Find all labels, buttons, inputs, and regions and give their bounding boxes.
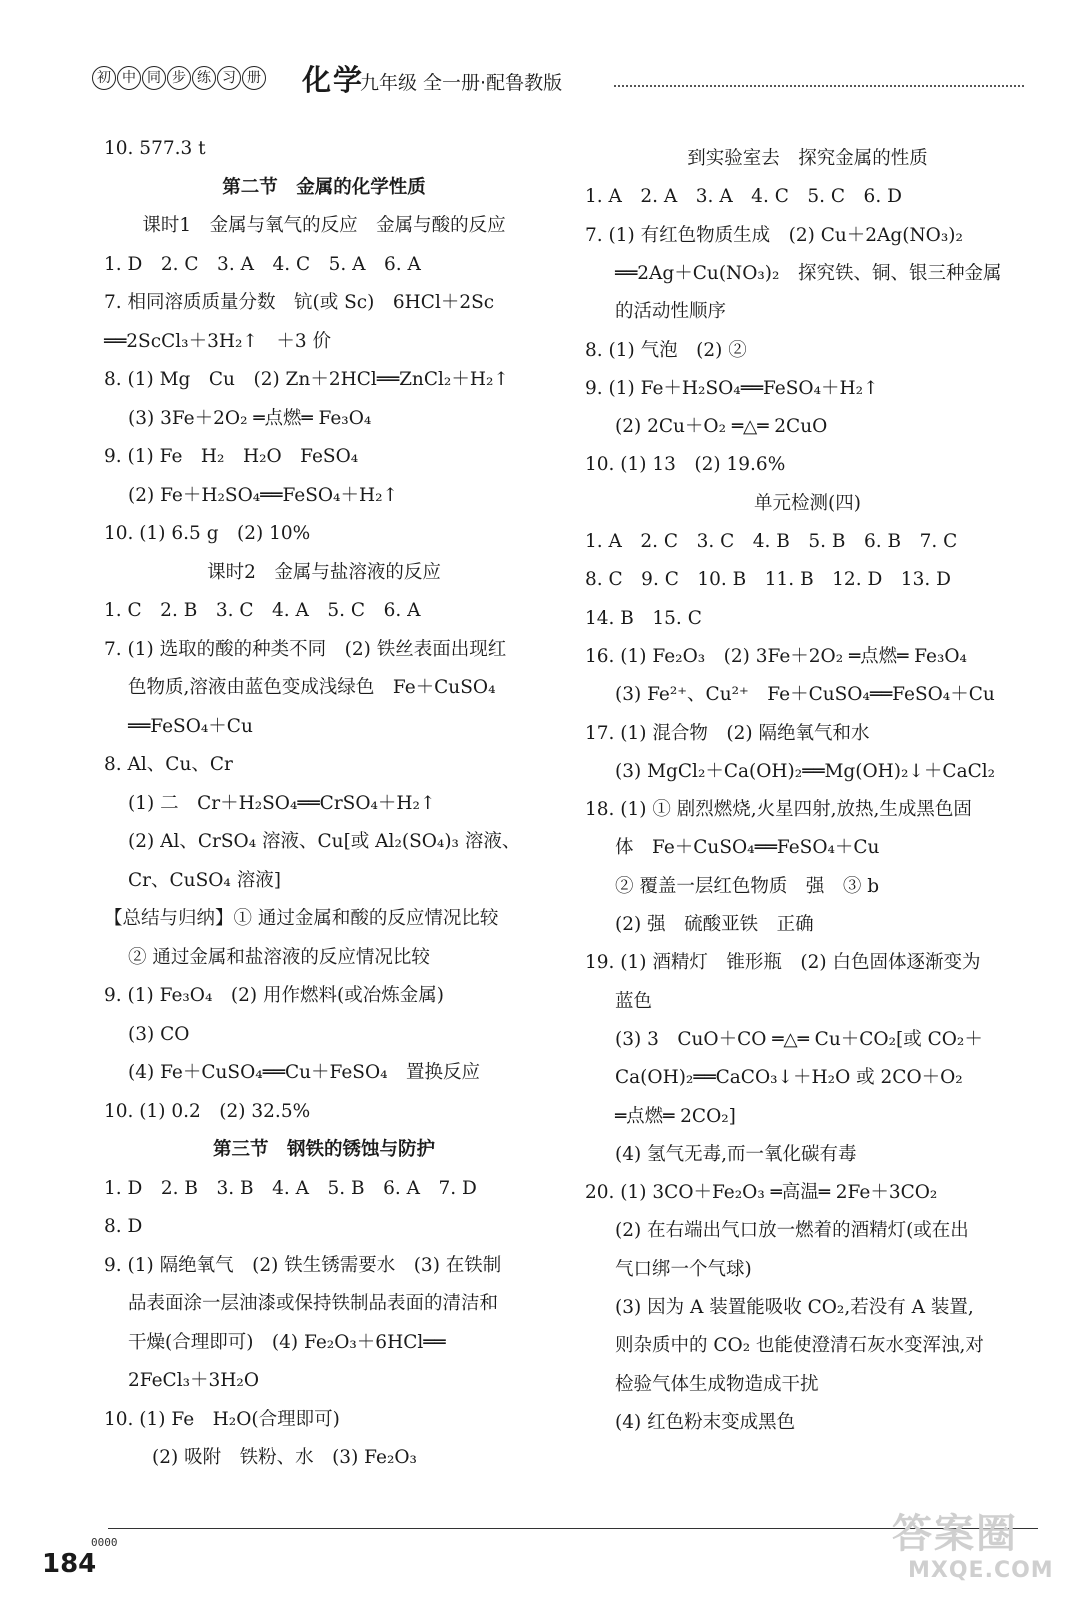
- right-answer-line: 7. (1) 有红色物质生成 (2) Cu＋2Ag(NO₃)₂: [585, 224, 963, 246]
- right-answer-line: 19. (1) 酒精灯 锥形瓶 (2) 白色固体逐渐变为: [585, 952, 981, 974]
- left-answer-line: 7. (1) 选取的酸的种类不同 (2) 铁丝表面出现红: [104, 638, 507, 660]
- left-answer-line: 8. (1) Mg Cu (2) Zn＋2HCl══ZnCl₂＋H₂↑: [104, 369, 509, 390]
- right-answer-line: (3) 3 CuO＋CO ═△═ Cu＋CO₂[或 CO₂＋: [615, 1028, 983, 1050]
- right-answer-line: 8. C 9. C 10. B 11. B 12. D 13. D: [585, 569, 951, 591]
- left-answer-line: Cr、CuSO₄ 溶液]: [128, 869, 281, 891]
- left-answer-line: 干燥(合理即可) (4) Fe₂O₃＋6HCl══: [128, 1331, 446, 1353]
- left-answer-line: 1. C 2. B 3. C 4. A 5. C 6. A: [104, 600, 421, 621]
- left-answer-line: (2) Al、CrSO₄ 溶液、Cu[或 Al₂(SO₄)₃ 溶液、: [128, 831, 521, 852]
- left-answer-line: 10. (1) 0.2 (2) 32.5%: [104, 1100, 311, 1122]
- right-answer-line: (2) 2Cu＋O₂ ═△═ 2CuO: [615, 416, 828, 438]
- left-answer-line: (2) Fe＋H₂SO₄══FeSO₄＋H₂↑: [128, 484, 399, 506]
- left-answer-line: (3) CO: [128, 1023, 190, 1045]
- left-answer-line: 品表面涂一层油漆或保持铁制品表面的清洁和: [128, 1293, 499, 1314]
- left-answer-line: 10. 577.3 t: [104, 138, 206, 159]
- left-answer-line: ══FeSO₄＋Cu: [128, 715, 253, 737]
- right-answer-line: ══2Ag＋Cu(NO₃)₂ 探究铁、铜、银三种金属: [615, 262, 1002, 284]
- right-answer-line: ═点燃═ 2CO₂]: [615, 1105, 736, 1127]
- right-answer-line: 单元检测(四): [754, 492, 861, 514]
- left-answer-line: 1. D 2. C 3. A 4. C 5. A 6. A: [104, 253, 421, 275]
- right-answer-line: (3) MgCl₂＋Ca(OH)₂══Mg(OH)₂↓＋CaCl₂: [615, 760, 996, 782]
- left-answer-line: 8. D: [104, 1216, 143, 1237]
- brand-char: 初: [92, 66, 116, 90]
- brand-char: 中: [117, 66, 141, 90]
- margin-marks: 0000: [91, 1536, 118, 1549]
- right-answer-line: 气口绑一个气球): [615, 1258, 752, 1280]
- right-answer-line: 20. (1) 3CO＋Fe₂O₃ ═高温═ 2Fe＋3CO₂: [585, 1182, 938, 1204]
- left-answer-line: 9. (1) Fe₃O₄ (2) 用作燃料(或冶炼金属): [104, 985, 444, 1006]
- left-answer-line: ② 通过金属和盐溶液的反应情况比较: [128, 946, 430, 968]
- page-header: [92, 64, 1032, 104]
- watermark-bottom: MXQE.COM: [908, 1558, 1054, 1583]
- right-answer-line: 8. (1) 气泡 (2) ②: [585, 339, 747, 361]
- right-answer-line: (2) 强 硫酸亚铁 正确: [615, 914, 814, 935]
- right-answer-line: 16. (1) Fe₂O₃ (2) 3Fe＋2O₂ ═点燃═ Fe₃O₄: [585, 645, 967, 667]
- right-answer-line: Ca(OH)₂══CaCO₃↓＋H₂O 或 2CO＋O₂: [615, 1067, 963, 1089]
- left-answer-line: (1) 二 Cr＋H₂SO₄══CrSO₄＋H₂↑: [128, 792, 436, 814]
- watermark-top: 答案圈: [892, 1511, 1018, 1557]
- series-logo: [92, 66, 267, 90]
- right-answer-line: 10. (1) 13 (2) 19.6%: [585, 454, 786, 476]
- left-answer-line: 色物质,溶液由蓝色变成浅绿色 Fe＋CuSO₄: [128, 677, 496, 698]
- left-answer-line: 8. Al、Cu、Cr: [104, 754, 233, 775]
- right-answer-line: 检验气体生成物造成干扰: [615, 1373, 819, 1395]
- right-answer-line: 蓝色: [615, 990, 653, 1012]
- left-answer-line: (3) 3Fe＋2O₂ ═点燃═ Fe₃O₄: [128, 407, 372, 429]
- brand-char: 步: [167, 66, 191, 90]
- left-answer-line: 第三节 钢铁的锈蚀与防护: [212, 1139, 435, 1160]
- left-answer-line: 9. (1) Fe H₂ H₂O FeSO₄: [104, 446, 359, 467]
- right-answer-line: 9. (1) Fe＋H₂SO₄══FeSO₄＋H₂↑: [585, 377, 879, 399]
- left-answer-line: (4) Fe＋CuSO₄══Cu＋FeSO₄ 置换反应: [128, 1062, 481, 1083]
- brand-char: 练: [192, 66, 216, 90]
- right-answer-line: 的活动性顺序: [615, 301, 727, 323]
- right-answer-line: 18. (1) ① 剧烈燃烧,火星四射,放热,生成黑色固: [585, 799, 972, 821]
- right-answer-line: (2) 在右端出气口放一燃着的酒精灯(或在出: [615, 1220, 969, 1242]
- left-answer-line: 第二节 金属的化学性质: [222, 176, 426, 198]
- header-dotted-rule: [614, 85, 1024, 87]
- page-number: 184: [42, 1549, 97, 1579]
- left-answer-line: 9. (1) 隔绝氧气 (2) 铁生锈需要水 (3) 在铁制: [104, 1254, 502, 1276]
- left-answer-line: 10. (1) Fe H₂O(合理即可): [104, 1408, 340, 1430]
- right-answer-line: 则杂质中的 CO₂ 也能使澄清石灰水变浑浊,对: [615, 1335, 984, 1357]
- subject-title: 化学: [302, 63, 365, 97]
- left-answer-line: 课时2 金属与盐溶液的反应: [207, 561, 441, 583]
- right-answer-line: (4) 氢气无毒,而一氧化碳有毒: [615, 1143, 857, 1165]
- right-answer-line: 到实验室去 探究金属的性质: [687, 148, 928, 169]
- grade-info: 九年级 全一册·配鲁教版: [360, 72, 563, 94]
- left-answer-line: 1. D 2. B 3. B 4. A 5. B 6. A 7. D: [104, 1177, 477, 1199]
- right-answer-line: (3) 因为 A 装置能吸收 CO₂,若没有 A 装置,: [615, 1297, 974, 1318]
- right-answer-line: 体 Fe＋CuSO₄══FeSO₄＋Cu: [615, 837, 880, 859]
- right-answer-line: ② 覆盖一层红色物质 强 ③ b: [615, 875, 880, 897]
- left-answer-line: 2FeCl₃＋3H₂O: [128, 1370, 260, 1391]
- left-answer-line: 【总结与归纳】① 通过金属和酸的反应情况比较: [104, 908, 499, 929]
- right-answer-line: 1. A 2. A 3. A 4. C 5. C 6. D: [585, 186, 902, 208]
- left-answer-line: ══2ScCl₃＋3H₂↑ ＋3 价: [104, 330, 332, 352]
- brand-char: 习: [217, 66, 241, 90]
- left-answer-line: (2) 吸附 铁粉、水 (3) Fe₂O₃: [152, 1447, 417, 1468]
- right-answer-line: 17. (1) 混合物 (2) 隔绝氧气和水: [585, 722, 870, 744]
- brand-char: 册: [242, 66, 266, 90]
- brand-char: 同: [142, 66, 166, 90]
- watermark-logo: [884, 1502, 1054, 1586]
- right-answer-line: (3) Fe²⁺、Cu²⁺ Fe＋CuSO₄══FeSO₄＋Cu: [615, 684, 995, 706]
- right-answer-line: 14. B 15. C: [585, 607, 702, 629]
- right-answer-line: (4) 红色粉末变成黑色: [615, 1411, 796, 1433]
- right-answer-line: 1. A 2. C 3. C 4. B 5. B 6. B 7. C: [585, 531, 958, 552]
- left-answer-line: 7. 相同溶质质量分数 钪(或 Sc) 6HCl＋2Sc: [104, 292, 495, 313]
- left-answer-line: 10. (1) 6.5 g (2) 10%: [104, 523, 311, 544]
- left-answer-line: 课时1 金属与氧气的反应 金属与酸的反应: [142, 215, 506, 236]
